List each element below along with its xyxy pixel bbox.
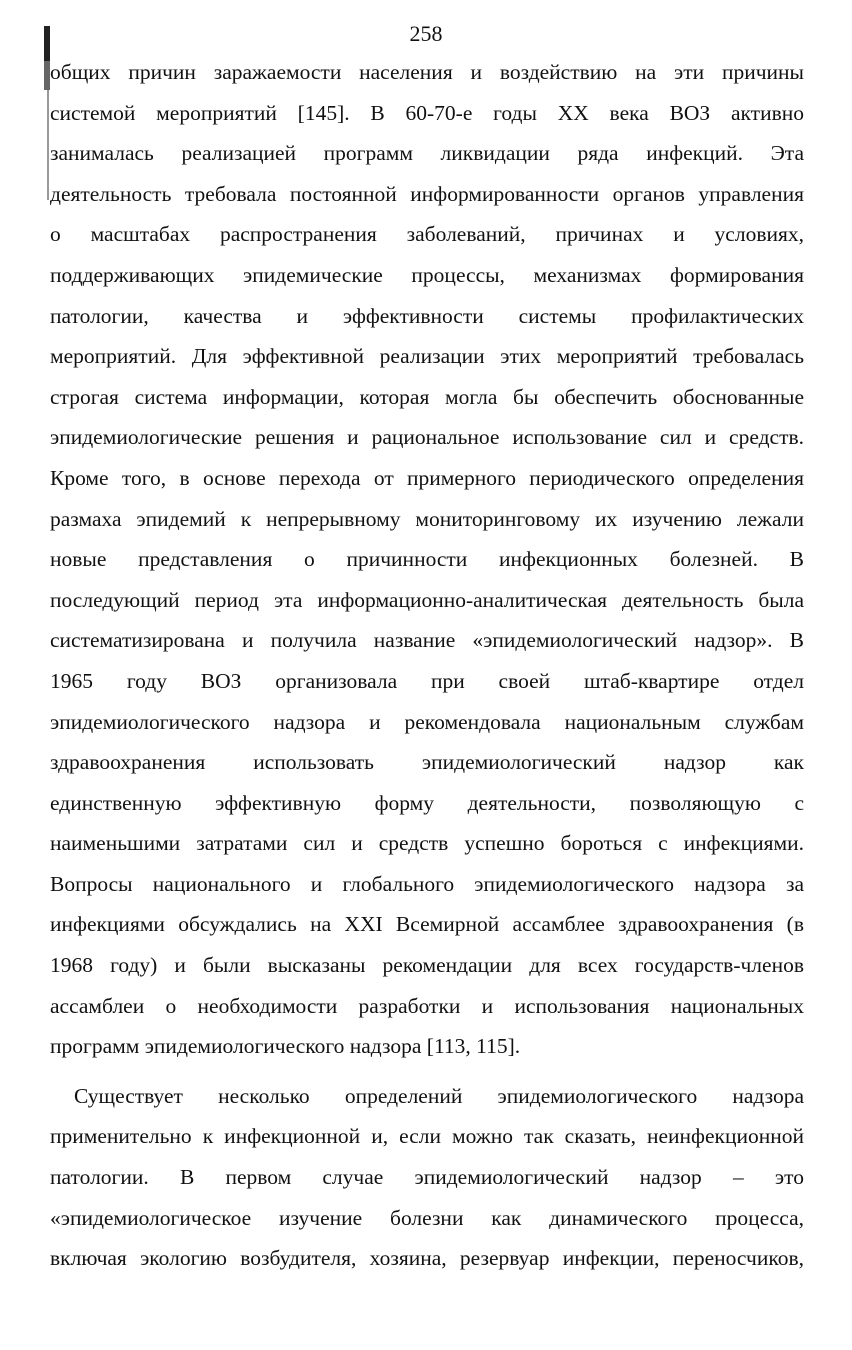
text-line: последующий период эта информационно-аналитическая деятельность была bbox=[50, 587, 804, 612]
text-line: инфекциями обсуждались на XXI Всемирной ассамблее здравоохранения (в bbox=[50, 912, 804, 937]
text-line: включая экологию возбудителя, хозяина, резервуар инфекции, переносчиков, bbox=[50, 1246, 804, 1271]
text-line: здравоохранения использовать эпидемиологический надзор как bbox=[50, 750, 804, 775]
scan-binding-shadow bbox=[47, 90, 49, 200]
text-line: программ эпидемиологического надзора [113, 115]. bbox=[50, 1034, 521, 1059]
text-line: деятельность требовала постоянной информированности органов управления bbox=[50, 181, 804, 206]
text-line: занималась реализацией программ ликвидации ряда инфекций. Эта bbox=[50, 141, 804, 166]
text-line: эпидемиологические решения и рациональное использование сил и средств. bbox=[50, 425, 804, 450]
text-line: новые представления о причинности инфекционных болезней. В bbox=[50, 547, 804, 572]
text-line: Кроме того, в основе перехода от примерного периодического определения bbox=[50, 465, 804, 490]
text-line: размаха эпидемий к непрерывному мониторинговому их изучению лежали bbox=[50, 506, 804, 531]
paragraph-gap bbox=[50, 1067, 804, 1076]
text-line: общих причин заражаемости населения и воздействию на эти причины bbox=[50, 60, 804, 84]
text-line: систематизирована и получила название «эпидемиологический надзор». В bbox=[50, 628, 804, 653]
text-line: «эпидемиологическое изучение болезни как динамического процесса, bbox=[50, 1205, 804, 1230]
text-line: наименьшими затратами сил и средств успешно бороться с инфекциями. bbox=[50, 831, 804, 856]
text-line: строгая система информации, которая могла бы обеспечить обоснованные bbox=[50, 384, 804, 409]
text-line: поддерживающих эпидемические процессы, механизмах формирования bbox=[50, 262, 804, 287]
text-line: Существует несколько определений эпидемиологического надзора bbox=[74, 1083, 804, 1108]
text-line: применительно к инфекционной и, если можно так сказать, неинфекционной bbox=[50, 1124, 804, 1149]
text-line: мероприятий. Для эффективной реализации этих мероприятий требовалась bbox=[50, 344, 804, 369]
text-line: патологии, качества и эффективности системы профилактических bbox=[50, 303, 804, 328]
page-number: 258 bbox=[409, 21, 443, 46]
text-line: ассамблеи о необходимости разработки и использования национальных bbox=[50, 993, 804, 1018]
text-line: единственную эффективную форму деятельности, позволяющую с bbox=[50, 790, 804, 815]
text-line: системой мероприятий [145]. В 60-70-е годы XX века ВОЗ активно bbox=[50, 100, 804, 125]
text-line: о масштабах распространения заболеваний, причинах и условиях, bbox=[50, 222, 804, 247]
text-line: патологии. В первом случае эпидемиологический надзор – это bbox=[50, 1165, 804, 1190]
paragraph-2 bbox=[50, 1076, 804, 1279]
text-line: 1968 году) и были высказаны рекомендации для всех государств-членов bbox=[50, 953, 804, 978]
text-line: эпидемиологического надзора и рекомендовала национальным службам bbox=[50, 709, 804, 734]
text-line: Вопросы национального и глобального эпидемиологического надзора за bbox=[50, 871, 804, 896]
body-text bbox=[50, 52, 804, 1279]
text-line: 1965 году ВОЗ организовала при своей штаб-квартире отдел bbox=[50, 668, 804, 693]
paragraph-1 bbox=[50, 52, 804, 1067]
